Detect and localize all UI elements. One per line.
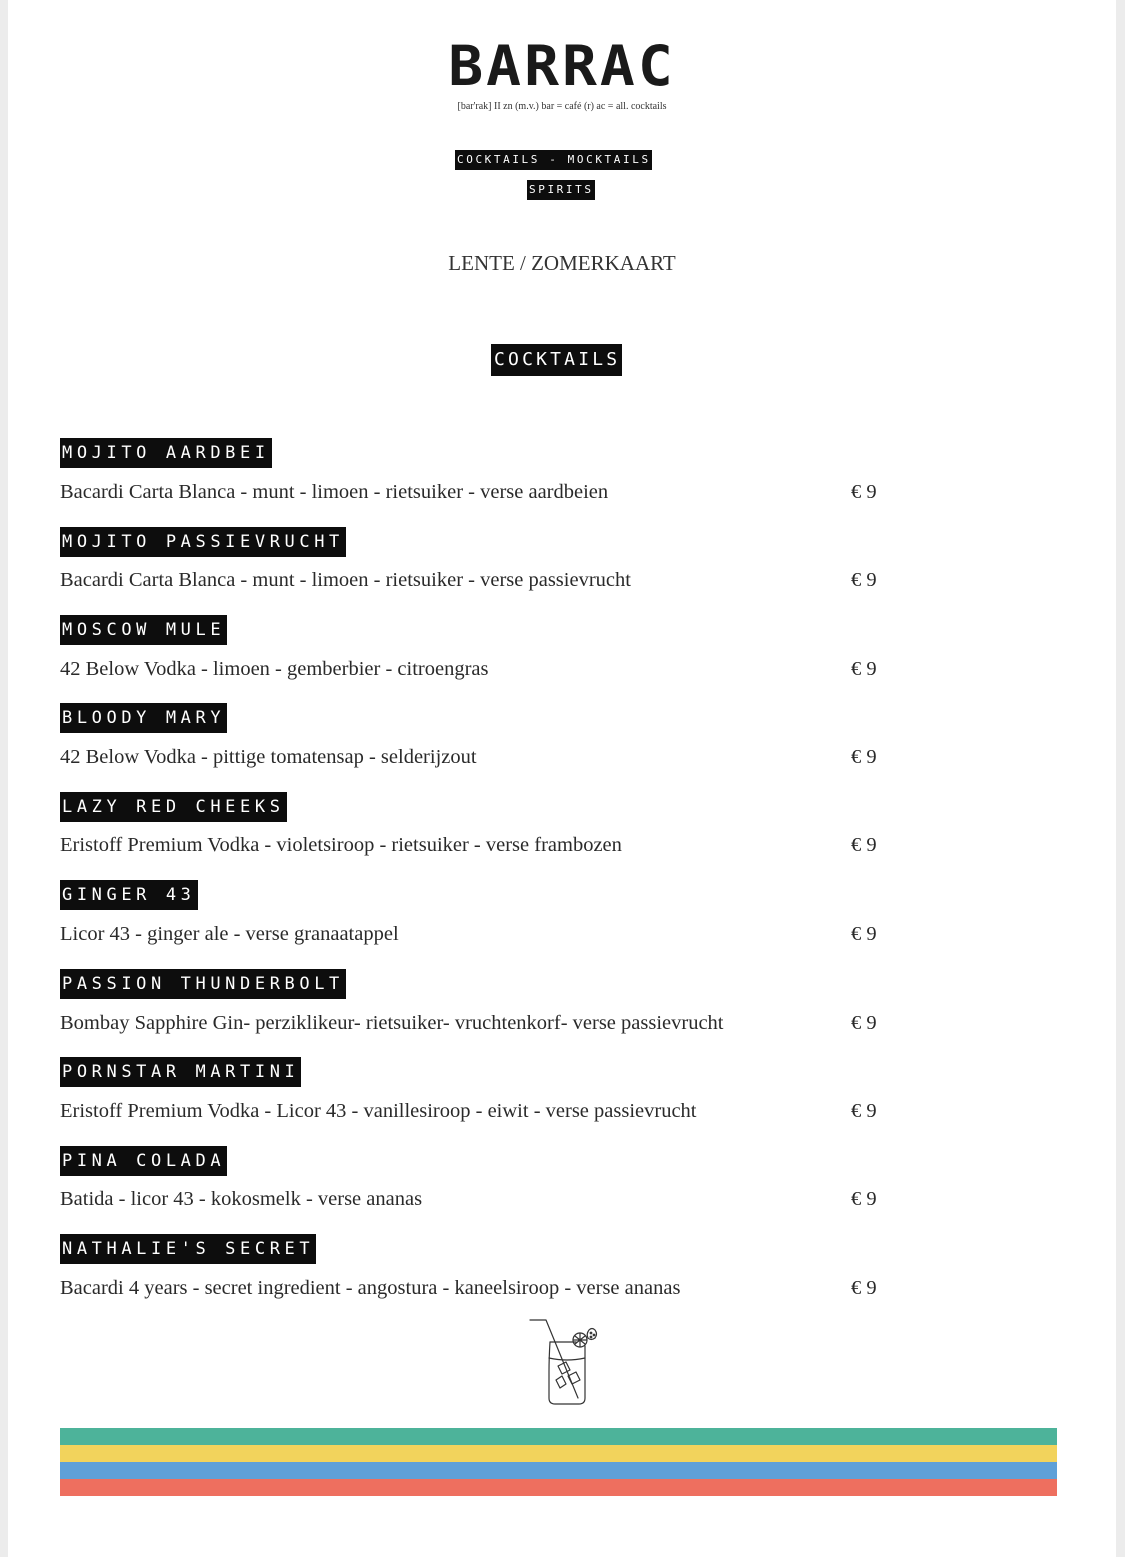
stripe-green (60, 1428, 1057, 1445)
item-price: € 9 (851, 1277, 877, 1299)
cocktail-glass-icon (528, 1318, 600, 1408)
item-price: € 9 (851, 746, 877, 768)
item-price: € 9 (851, 658, 877, 680)
item-name: PORNSTAR MARTINI (60, 1057, 301, 1087)
logo-tagline: [bar'rak] II zn (m.v.) bar = café (r) ac = all. cocktails (457, 101, 667, 112)
item-price: € 9 (851, 1012, 877, 1034)
item-description: Bacardi Carta Blanca - munt - limoen - rietsuiker - verse passievrucht (60, 569, 631, 591)
stripe-red (60, 1479, 1057, 1496)
item-name: MOSCOW MULE (60, 615, 227, 645)
item-description: Licor 43 - ginger ale - verse granaatappel (60, 923, 399, 945)
item-description: Bacardi 4 years - secret ingredient - angostura - kaneelsiroop - verse ananas (60, 1277, 681, 1299)
season-title: LENTE / ZOMERKAART (448, 251, 676, 275)
item-description: Batida - licor 43 - kokosmelk - verse ananas (60, 1188, 423, 1210)
item-description: Eristoff Premium Vodka - violetsiroop - rietsuiker - verse frambozen (60, 834, 622, 856)
item-description: Eristoff Premium Vodka - Licor 43 - vanillesiroop - eiwit - verse passievrucht (60, 1100, 697, 1122)
item-description: Bombay Sapphire Gin- perziklikeur- rietsuiker- vruchtenkorf- verse passievrucht (60, 1012, 724, 1034)
section-title-cocktails: COCKTAILS (491, 344, 622, 376)
item-name: GINGER 43 (60, 880, 198, 910)
stripe-yellow (60, 1445, 1057, 1462)
item-price: € 9 (851, 1188, 877, 1210)
item-price: € 9 (851, 481, 877, 503)
item-description: Bacardi Carta Blanca - munt - limoen - rietsuiker - verse aardbeien (60, 481, 609, 503)
item-price: € 9 (851, 569, 877, 591)
item-price: € 9 (851, 834, 877, 856)
item-name: LAZY RED CHEEKS (60, 792, 287, 822)
nav-spirits: SPIRITS (527, 180, 595, 200)
item-name: NATHALIE'S SECRET (60, 1234, 316, 1264)
item-price: € 9 (851, 1100, 877, 1122)
item-description: 42 Below Vodka - limoen - gemberbier - citroengras (60, 658, 489, 680)
item-name: MOJITO AARDBEI (60, 438, 272, 468)
item-name: PASSION THUNDERBOLT (60, 969, 346, 999)
barrac-logo: BARRAC (448, 33, 676, 99)
item-name: BLOODY MARY (60, 703, 227, 733)
item-description: 42 Below Vodka - pittige tomatensap - selderijzout (60, 746, 477, 768)
item-name: MOJITO PASSIEVRUCHT (60, 527, 346, 557)
item-name: PINA COLADA (60, 1146, 227, 1176)
menu-page (8, 0, 1116, 1557)
item-price: € 9 (851, 923, 877, 945)
nav-cocktails-mocktails: COCKTAILS - MOCKTAILS (455, 150, 652, 170)
stripe-blue (60, 1462, 1057, 1479)
